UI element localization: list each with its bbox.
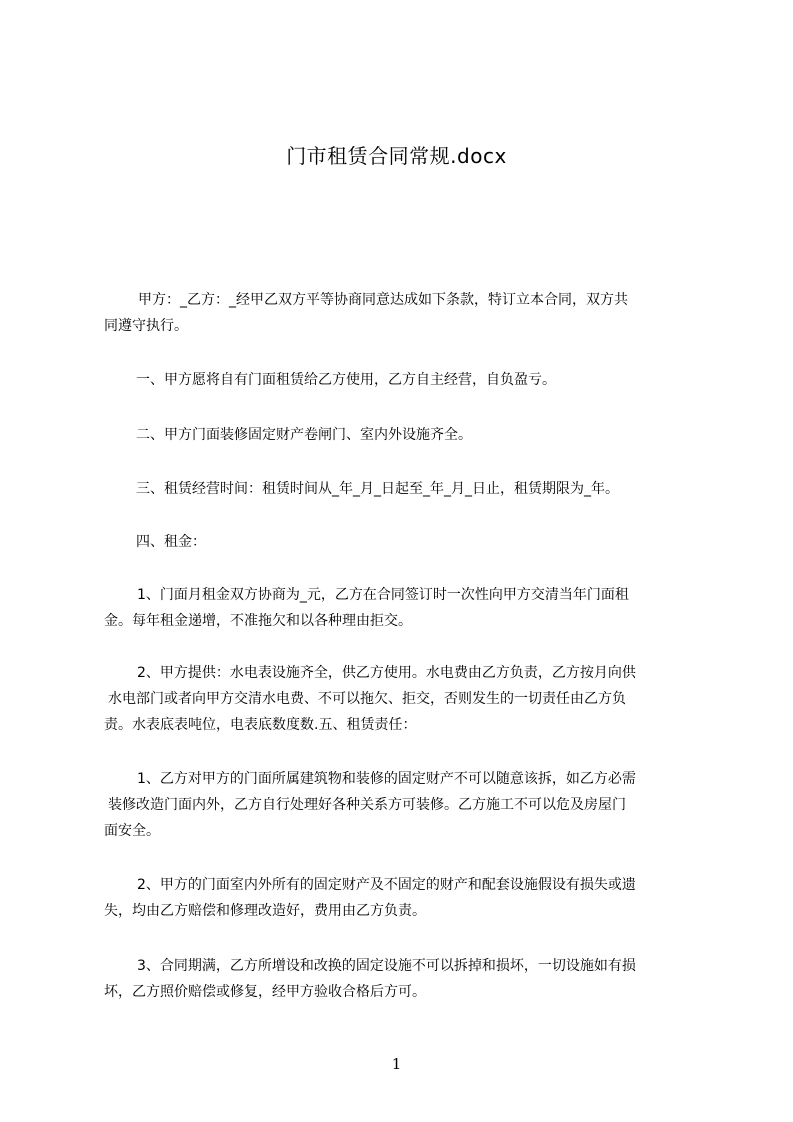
paragraph-line: 面安全。 <box>104 823 160 839</box>
paragraph-line: 2、甲方的门面室内外所有的固定财产及不固定的财产和配套设施假设有损失或遗 <box>137 877 636 893</box>
paragraph-line: 1、乙方对甲方的门面所属建筑物和装修的固定财产不可以随意该拆，如乙方必需 <box>137 771 636 787</box>
paragraph-line: 失，均由乙方赔偿和修理改造好，费用由乙方负责。 <box>104 903 426 919</box>
paragraph-rent-2 <box>104 660 704 738</box>
paragraph-line: 金。每年租金递增，不准拖欠和以各种理由拒交。 <box>104 613 412 629</box>
paragraph-liability-1 <box>104 766 704 844</box>
paragraph-clause-4 <box>104 529 704 555</box>
paragraph-line: 3、合同期满，乙方所增设和改换的固定设施不可以拆掉和损坏，一切设施如有损 <box>137 958 636 974</box>
paragraph-line: 四、租金： <box>136 534 206 550</box>
paragraph-line: 甲方：_乙方：_经甲乙双方平等协商同意达成如下条款，特订立本合同，双方共 <box>138 292 628 308</box>
paragraph-clause-3 <box>104 476 704 502</box>
paragraph-line: 装修改造门面内外，乙方自行处理好各种关系方可装修。乙方施工不可以危及房屋门 <box>108 797 626 813</box>
paragraph-preamble <box>104 287 704 339</box>
paragraph-rent-1 <box>104 582 704 634</box>
paragraph-line: 坏，乙方照价赔偿或修复，经甲方验收合格后方可。 <box>104 984 426 1000</box>
paragraph-line: 水电部门或者向甲方交清水电费、不可以拖欠、拒交，否则发生的一切责任由乙方负 <box>108 691 626 707</box>
paragraph-line: 同遵守执行。 <box>104 318 188 334</box>
page-number: 1 <box>391 1055 402 1073</box>
paragraph-liability-3 <box>104 953 704 1005</box>
paragraph-line: 一、甲方愿将自有门面租赁给乙方使用，乙方自主经营，自负盈亏。 <box>136 372 556 388</box>
paragraph-line: 2、甲方提供：水电表设施齐全，供乙方使用。水电费由乙方负责，乙方按月向供 <box>137 665 636 681</box>
paragraph-line: 三、租赁经营时间：租赁时间从_年_月_日起至_年_月_日止，租赁期限为_年。 <box>136 481 619 497</box>
paragraph-line: 1、门面月租金双方协商为_元，乙方在合同签订时一次性向甲方交清当年门面租 <box>137 587 629 603</box>
paragraph-clause-2 <box>104 422 704 448</box>
paragraph-clause-1 <box>104 367 704 393</box>
paragraph-line: 责。水表底表吨位，电表底数度数.五、租赁责任： <box>104 717 417 733</box>
paragraph-liability-2 <box>104 872 704 924</box>
paragraph-line: 二、甲方门面装修固定财产卷闸门、室内外设施齐全。 <box>136 427 472 443</box>
document-title: 门市租赁合同常规.docx <box>286 144 507 168</box>
